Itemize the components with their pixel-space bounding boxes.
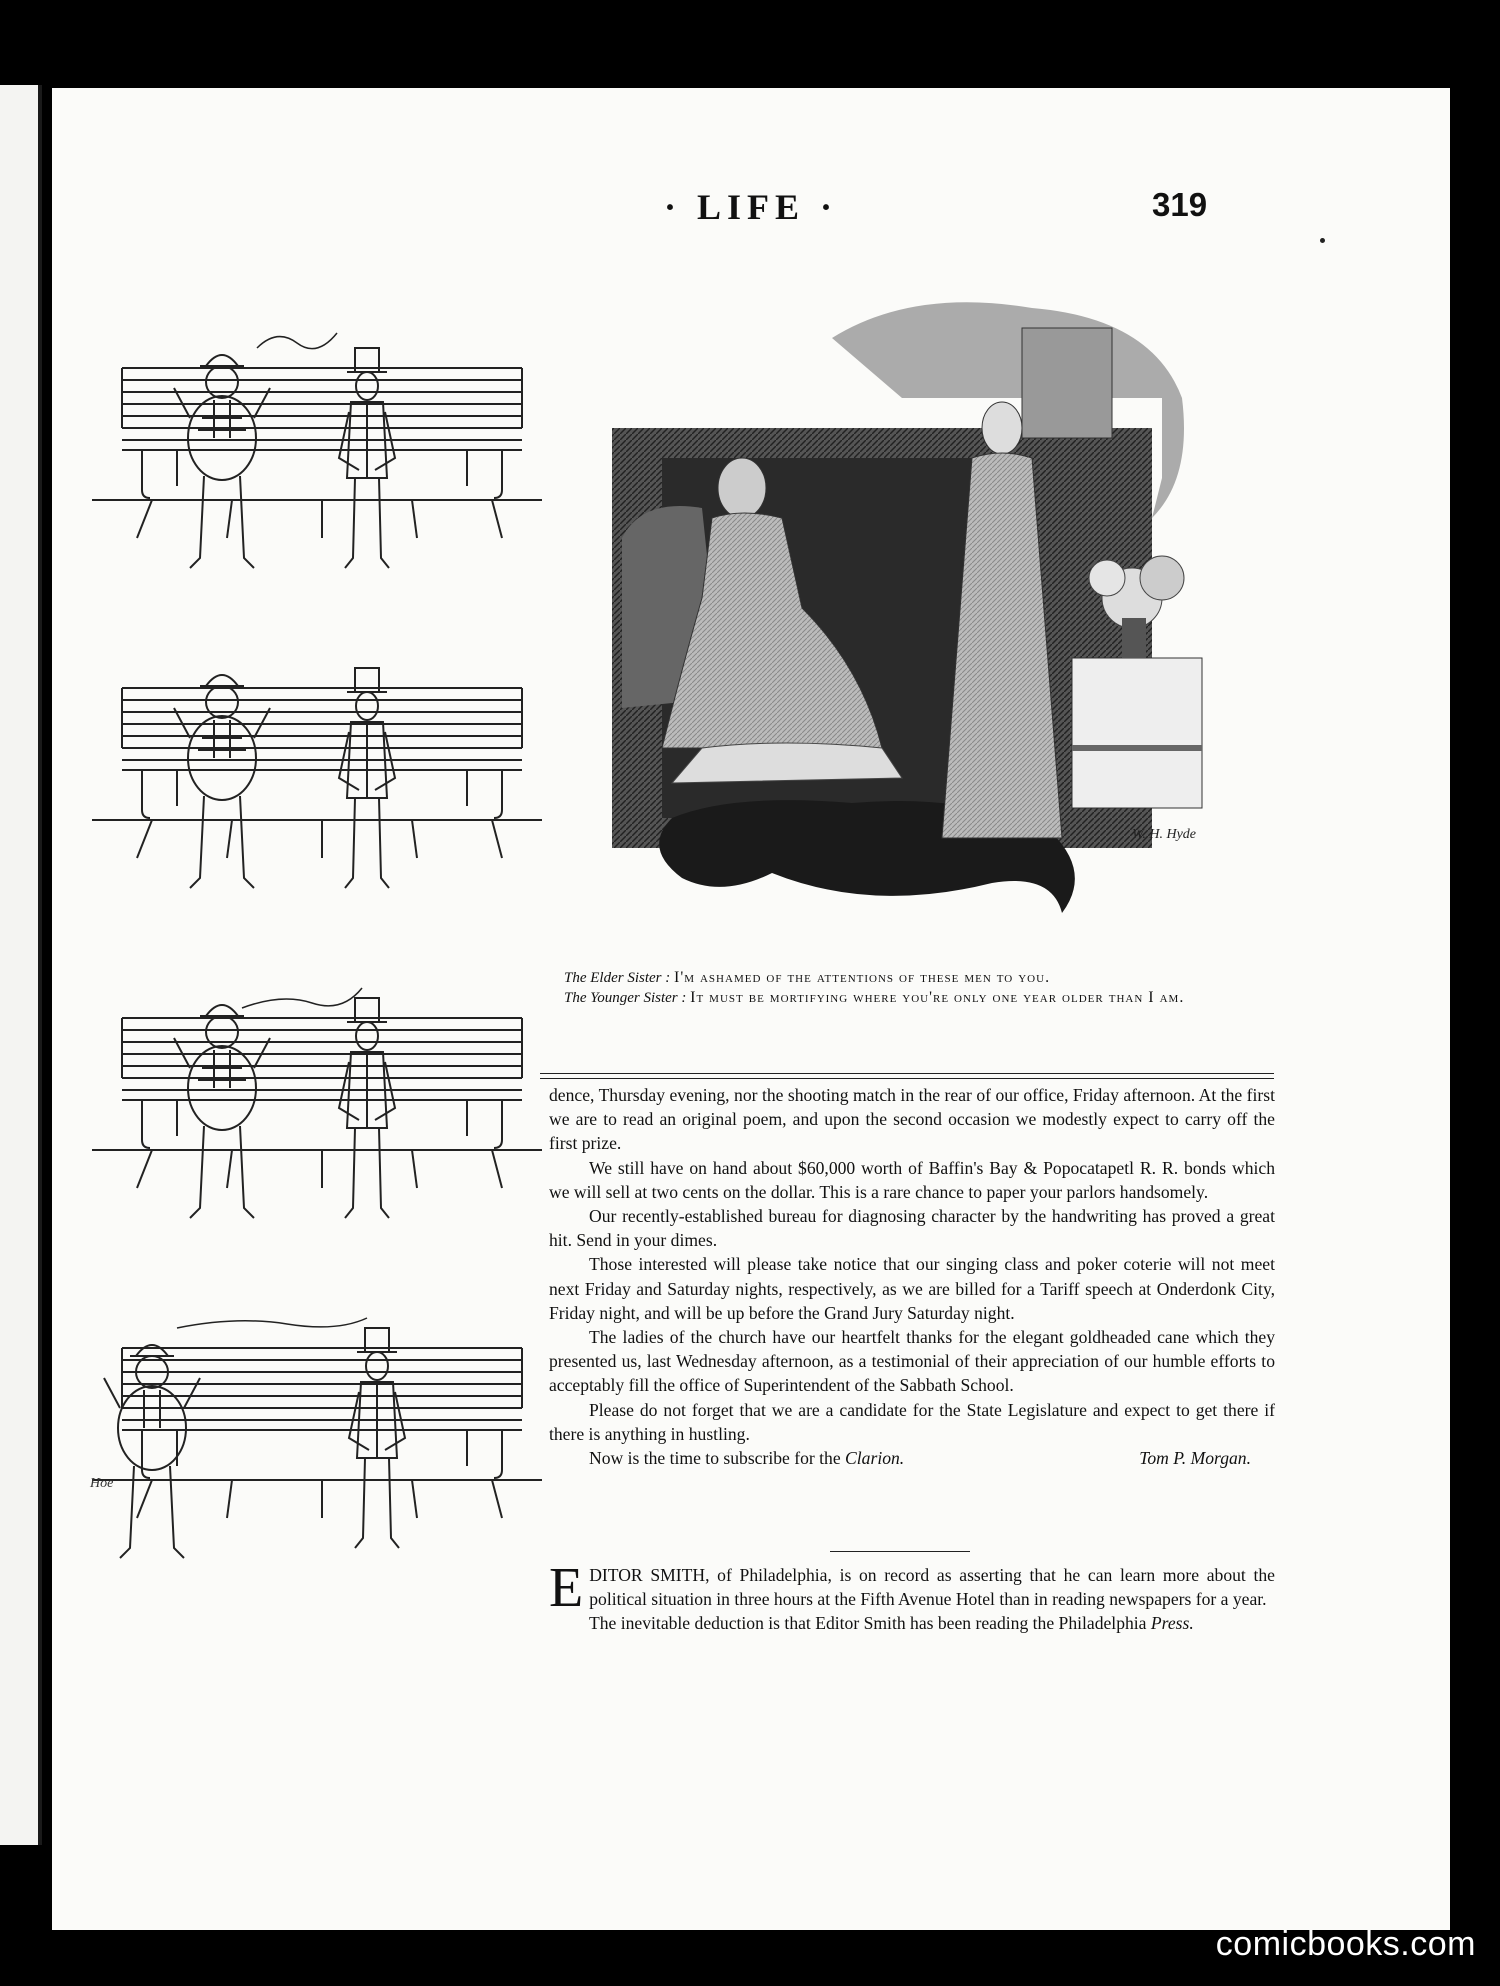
masthead: · LIFE · [663,187,839,227]
caption-text-younger: It must be mortifying where you're only one year older than I am. [690,989,1185,1006]
article-paragraph-2: We still have on hand about $60,000 worth of Baffin's Bay & Popocatapetl R. R. bonds which we will sell at two cents on the dollar. This is a rare chance to paper your parlors handsomely. [549,1157,1275,1202]
previous-page-edge [0,85,42,1845]
illustration-caption [538,968,1278,1008]
clarion-article [549,1083,1275,1470]
caption-text-elder: I'm ashamed of the attentions of these men to you. [674,969,1051,986]
caption-speaker-elder: The Elder Sister : [564,970,671,986]
comic-panel-1 [92,333,542,568]
editor-paragraph-2-text: The inevitable deduction is that Editor Smith has been reading the Philadelphia [589,1613,1151,1634]
editor-paper-name: Press. [1150,1613,1194,1634]
article-byline: Tom P. Morgan. [1139,1448,1251,1469]
sisters-illustration [602,278,1242,958]
article-paragraph-6: Please do not forget that we are a candidate for the State Legislature and expect to get there if there is anything in hustling. [549,1399,1275,1444]
editor-paragraph-1-text: DITOR SMITH, of Philadelphia, is on record as asserting that he can learn more about the political situation in three hours at the Fifth Avenue Hotel than in reading newspapers for a year. [589,1565,1275,1610]
bench-comic-strip [82,248,552,1668]
article-closing-sentence: Now is the time to subscribe for the [589,1448,846,1469]
illustration-drawing [602,278,1242,958]
short-rule-divider [830,1551,970,1552]
article-closing-text [589,1446,904,1470]
comic-signature: Hoe [90,1476,114,1491]
article-paragraph-5: The ladies of the church have our heartfelt thanks for the elegant goldheaded cane which they presented us, last Wednesday afternoon, as a testimonial of their appreciation of our humble efforts to acceptably fill the office of Superintendent of the Sabbath School. [549,1327,1275,1396]
caption-speaker-younger: The Younger Sister : [564,990,687,1006]
ink-speck [1320,238,1325,243]
comic-panel-3 [92,988,542,1218]
comic-panel-4 [92,1318,542,1558]
article-paragraph-4: Those interested will please take notice that our singing class and poker coterie will not meet next Friday and Saturday nights, respectively, as we are billed for a Tariff speech at Onderdonk City, Friday night, and will be up before the Grand Jury Saturday night. [549,1254,1275,1323]
page-number: 319 [1152,186,1208,223]
editor-paragraph-1 [549,1557,1275,1619]
article-closing-line [549,1446,1275,1470]
watermark-text: comicbooks.com [1215,1925,1476,1963]
editor-smith-item [549,1557,1275,1636]
magazine-page [52,88,1450,1930]
comic-panel-2 [92,668,542,888]
editor-paragraph-2 [549,1611,1275,1635]
caption-line-younger [538,988,1278,1008]
article-paragraph-3: Our recently-established bureau for diagnosing character by the handwriting has proved a great hit. Send in your dimes. [549,1206,1275,1251]
article-paragraph-1: dence, Thursday evening, nor the shooting match in the rear of our office, Friday afternoon. At the first we are to read an original poem, and upon the second occasion we modestly expect to carry off the first prize. [549,1085,1275,1154]
article-paper-name: Clarion. [845,1448,905,1469]
drop-cap: E [549,1557,584,1619]
comic-drawing [82,248,552,1668]
double-rule-divider [540,1073,1274,1079]
illustration-signature: W. H. Hyde [1132,827,1197,842]
caption-line-elder [538,968,1278,988]
